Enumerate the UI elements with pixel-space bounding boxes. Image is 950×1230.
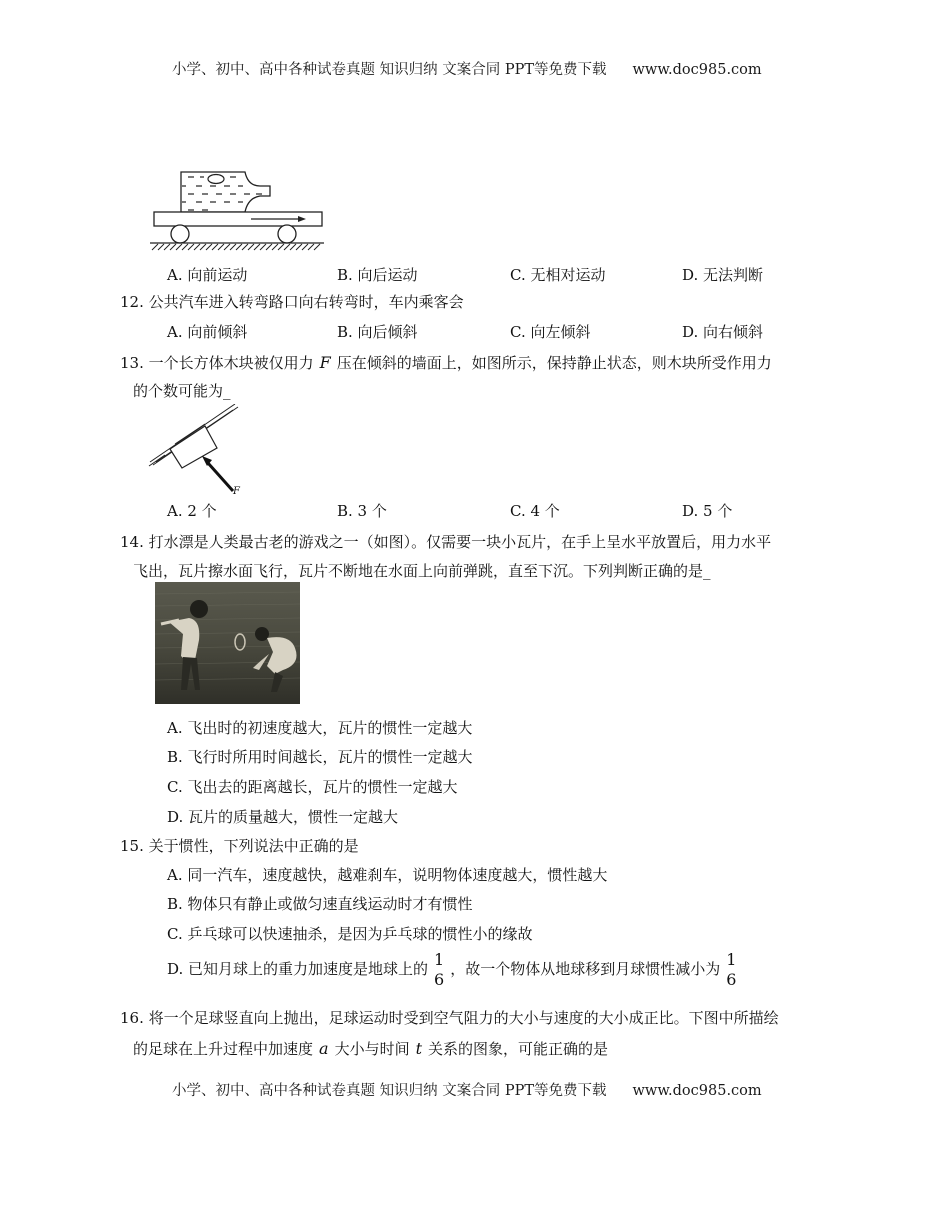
q15-option-d-part-a: D. 已知月球上的重力加速度是地球上的: [167, 960, 429, 978]
frac2-denominator: 6: [726, 970, 737, 989]
frac-numerator: 1: [434, 950, 445, 969]
force-label: F: [233, 486, 240, 496]
q13-var-f: F: [319, 353, 331, 372]
q14-option-d: D. 瓦片的质量越大，惯性一定越大: [167, 808, 399, 826]
page-footer: [172, 1079, 762, 1100]
q16-stem-b1: 的足球在上升过程中加速度: [133, 1040, 314, 1058]
q15-option-a: A. 同一汽车，速度越快，越难刹车，说明物体速度越大，惯性越大: [167, 866, 608, 884]
q14-option-b: B. 飞行时所用时间越长，瓦片的惯性一定越大: [167, 748, 473, 766]
q11-option-c: C. 无相对运动: [510, 266, 606, 284]
q15-option-b: B. 物体只有静止或做匀速直线运动时才有惯性: [167, 895, 473, 913]
footer-url: www.doc985.com: [632, 1083, 762, 1099]
fraction-one-sixth-2: [726, 950, 736, 990]
q12-stem: 12. 公共汽车进入转弯路口向右转弯时，车内乘客会: [120, 293, 464, 311]
q16-stem-line2: [133, 1034, 608, 1064]
frac2-numerator: 1: [726, 950, 737, 969]
q13-stem-line2: 的个数可能为_: [133, 382, 231, 400]
q16-stem-line1: 16. 将一个足球竖直向上抛出，足球运动时受到空气阻力的大小与速度的大小成正比。下图中所描绘: [120, 1009, 779, 1027]
q12-option-d: D. 向右倾斜: [682, 323, 764, 341]
q15-stem: 15. 关于惯性，下列说法中正确的是: [120, 837, 359, 855]
q14-stem-line1: 14. 打水漂是人类最古老的游戏之一（如图）。仅需要一块小瓦片，在手上呈水平放置后，用力水平: [120, 533, 772, 551]
q15-option-d: [167, 950, 742, 990]
header-text: 小学、初中、高中各种试卷真题 知识归纳 文案合同 PPT等免费下载: [172, 62, 607, 78]
q13-option-d: D. 5 个: [682, 502, 733, 520]
q11-option-a: A. 向前运动: [167, 266, 248, 284]
q14-option-a: A. 飞出时的初速度越大，瓦片的惯性一定越大: [167, 719, 473, 737]
q14-option-c: C. 飞出去的距离越长，瓦片的惯性一定越大: [167, 778, 458, 796]
fraction-one-sixth: [434, 950, 444, 990]
q11-option-d: D. 无法判断: [682, 266, 764, 284]
cart-figure: [148, 168, 328, 254]
q12-option-b: B. 向后倾斜: [337, 323, 418, 341]
q14-stem-line2: 飞出，瓦片擦水面飞行，瓦片不断地在水面上向前弹跳，直至下沉。下列判断正确的是_: [133, 562, 711, 580]
footer-text: 小学、初中、高中各种试卷真题 知识归纳 文案合同 PPT等免费下载: [172, 1083, 607, 1099]
q13-option-c: C. 4 个: [510, 502, 560, 520]
q12-option-c: C. 向左倾斜: [510, 323, 591, 341]
skipping-stones-photo: [155, 582, 300, 704]
q15-option-c: C. 乒乓球可以快速抽杀，是因为乒乓球的惯性小的缘故: [167, 925, 533, 943]
q16-stem-b3: 关系的图象，可能正确的是: [428, 1040, 609, 1058]
q11-option-b: B. 向后运动: [337, 266, 418, 284]
q16-var-t: t: [415, 1039, 423, 1058]
q16-var-a: a: [319, 1039, 329, 1058]
q13-stem-line1: [120, 348, 772, 378]
header-url: www.doc985.com: [632, 62, 762, 78]
q13-stem-a: 13. 一个长方体木块被仅用力: [120, 354, 314, 372]
q12-option-a: A. 向前倾斜: [167, 323, 248, 341]
q13-stem-b: 压在倾斜的墙面上，如图所示，保持静止状态，则木块所受作用力: [336, 354, 772, 372]
inclined-wall-figure: [145, 404, 245, 496]
frac-denominator: 6: [434, 970, 445, 989]
q13-option-a: A. 2 个: [167, 502, 217, 520]
q15-option-d-part-b: ，故一个物体从地球移到月球惯性减小为: [450, 960, 721, 978]
q16-stem-b2: 大小与时间: [334, 1040, 410, 1058]
page-header: [172, 58, 762, 79]
q13-option-b: B. 3 个: [337, 502, 387, 520]
